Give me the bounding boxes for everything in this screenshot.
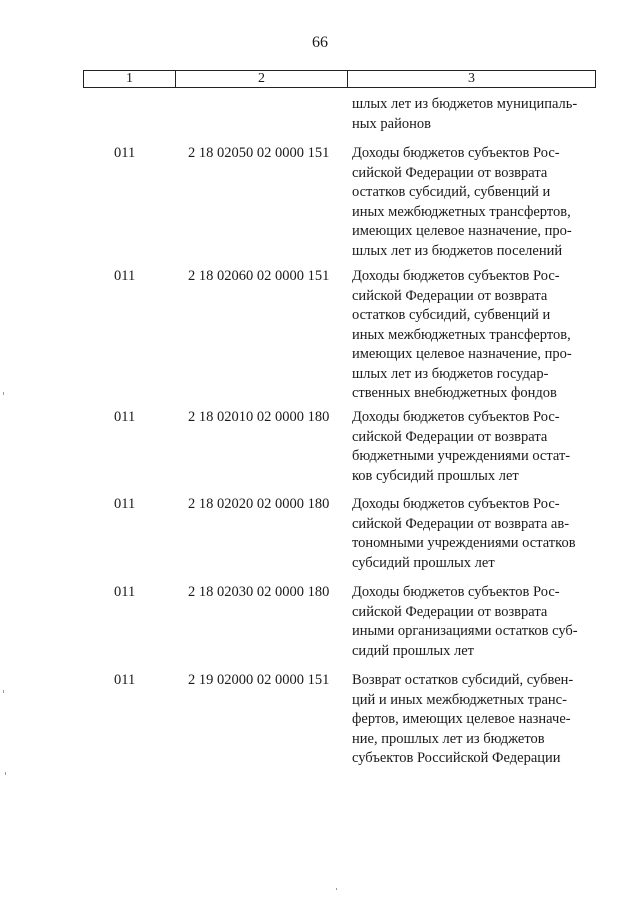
revenue-description: Доходы бюджетов субъектов Рос- сийской Федерации от возврата бюджетными учреждениями остат- ков субсидий прошлых лет — [352, 409, 571, 484]
admin-code: 011 — [114, 145, 136, 161]
revenue-description: Доходы бюджетов субъектов Рос- сийской Федерации от возврата иными организациями остатков суб- сидий прошлых лет — [352, 584, 578, 659]
admin-code: 011 — [114, 672, 136, 688]
budget-classification-code: 2 18 02020 02 0000 180 — [188, 496, 330, 512]
revenue-description: Возврат остатков субсидий, субвен- ций и иных межбюджетных транс- фертов, имеющих целевое назначе- ние, прошлых лет из бюджетов субъектов Российской Федерации — [352, 672, 574, 766]
admin-code: 011 — [114, 584, 136, 600]
budget-classification-code: 2 18 02030 02 0000 180 — [188, 584, 330, 600]
admin-code: 011 — [114, 409, 136, 425]
revenue-description: Доходы бюджетов субъектов Рос- сийской Федерации от возврата остатков субсидий, субвенций и иных межбюджетных трансфертов, имеющих целевое назначение, про- шлых лет из бюджетов государ- ственных внебюджетных фондов — [352, 268, 572, 401]
budget-classification-code: 2 18 02060 02 0000 151 — [188, 268, 330, 284]
continued-description: шлых лет из бюджетов муниципаль- ных районов — [352, 96, 578, 132]
budget-classification-code: 2 18 02050 02 0000 151 — [188, 145, 330, 161]
budget-classification-code: 2 19 02000 02 0000 151 — [188, 672, 330, 688]
admin-code: 011 — [114, 496, 136, 512]
scan-speck — [5, 772, 6, 775]
scan-speck — [3, 690, 4, 693]
scan-speck — [3, 392, 4, 395]
revenue-description: Доходы бюджетов субъектов Рос- сийской Федерации от возврата остатков субсидий, субвенций и иных межбюджетных трансфертов, имеющих целевое назначение, про- шлых лет из бюджетов поселений — [352, 145, 572, 259]
table-header-col-1: 1 — [84, 71, 176, 87]
table-header-col-2: 2 — [176, 71, 348, 87]
admin-code: 011 — [114, 268, 136, 284]
table-header — [83, 70, 596, 88]
page-number: 66 — [312, 34, 328, 51]
revenue-description: Доходы бюджетов субъектов Рос- сийской Федерации от возврата ав- тономными учреждениями остатков субсидий прошлых лет — [352, 496, 576, 571]
table-header-col-3: 3 — [468, 71, 475, 86]
scan-speck — [336, 888, 337, 890]
budget-classification-code: 2 18 02010 02 0000 180 — [188, 409, 330, 425]
